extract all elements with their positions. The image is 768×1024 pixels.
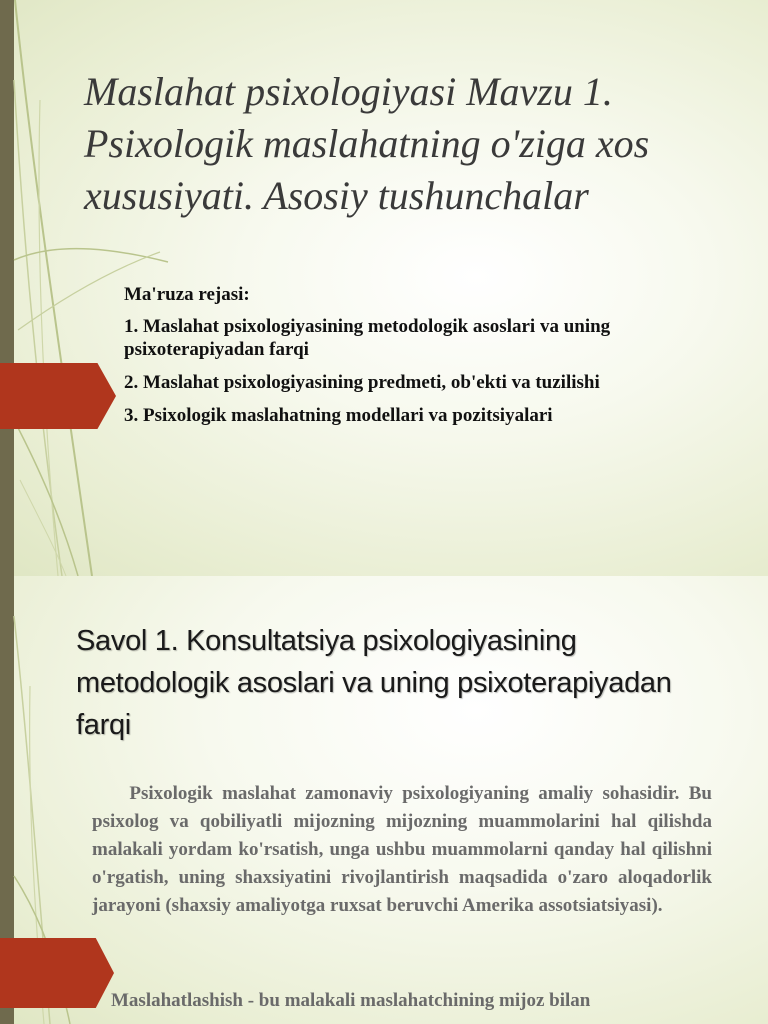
slide-2 bbox=[0, 576, 768, 1024]
body-paragraph: Psixologik maslahat zamonaviy psixologiyaning amaliy sohasidir. Bu psixolog va qobiliyatli mijozning mijozning muammolarini hal qilishda malakali yordam ko'rsatish, unga ushbu muammolarni qanday hal qilishni o'rgatish, uning shaxsiyatini rivojlantirish maqsadida o'zaro aloqadorlik jarayoni (shaxsiy amaliyotga ruxsat beruvchi Amerika assotsiatsiyasi). bbox=[92, 783, 712, 916]
slide-title: Maslahat psixologiyasi Mavzu 1. Psixologik maslahatning o'ziga xos xususiyati. Asosiy tushunchalar bbox=[84, 69, 650, 218]
plan-item: 2. Maslahat psixologiyasining predmeti, ob'ekti va tuzilishi bbox=[124, 372, 600, 393]
plan-heading: Ma'ruza rejasi: bbox=[124, 284, 250, 305]
lecture-plan bbox=[124, 284, 644, 437]
red-arrow-tab bbox=[0, 363, 116, 429]
question-title: Savol 1. Konsultatsiya psixologiyasining metodologik asoslari va uning psixoterapiyadan farqi bbox=[76, 625, 672, 741]
plan-item: 3. Psixologik maslahatning modellari va pozitsiyalari bbox=[124, 405, 553, 426]
body-paragraph: Maslahatlashish - bu malakali maslahatchining mijoz bilan bbox=[92, 990, 591, 1011]
plan-item: 1. Maslahat psixologiyasining metodologik asoslari va uning psixoterapiyadan farqi bbox=[124, 316, 611, 360]
